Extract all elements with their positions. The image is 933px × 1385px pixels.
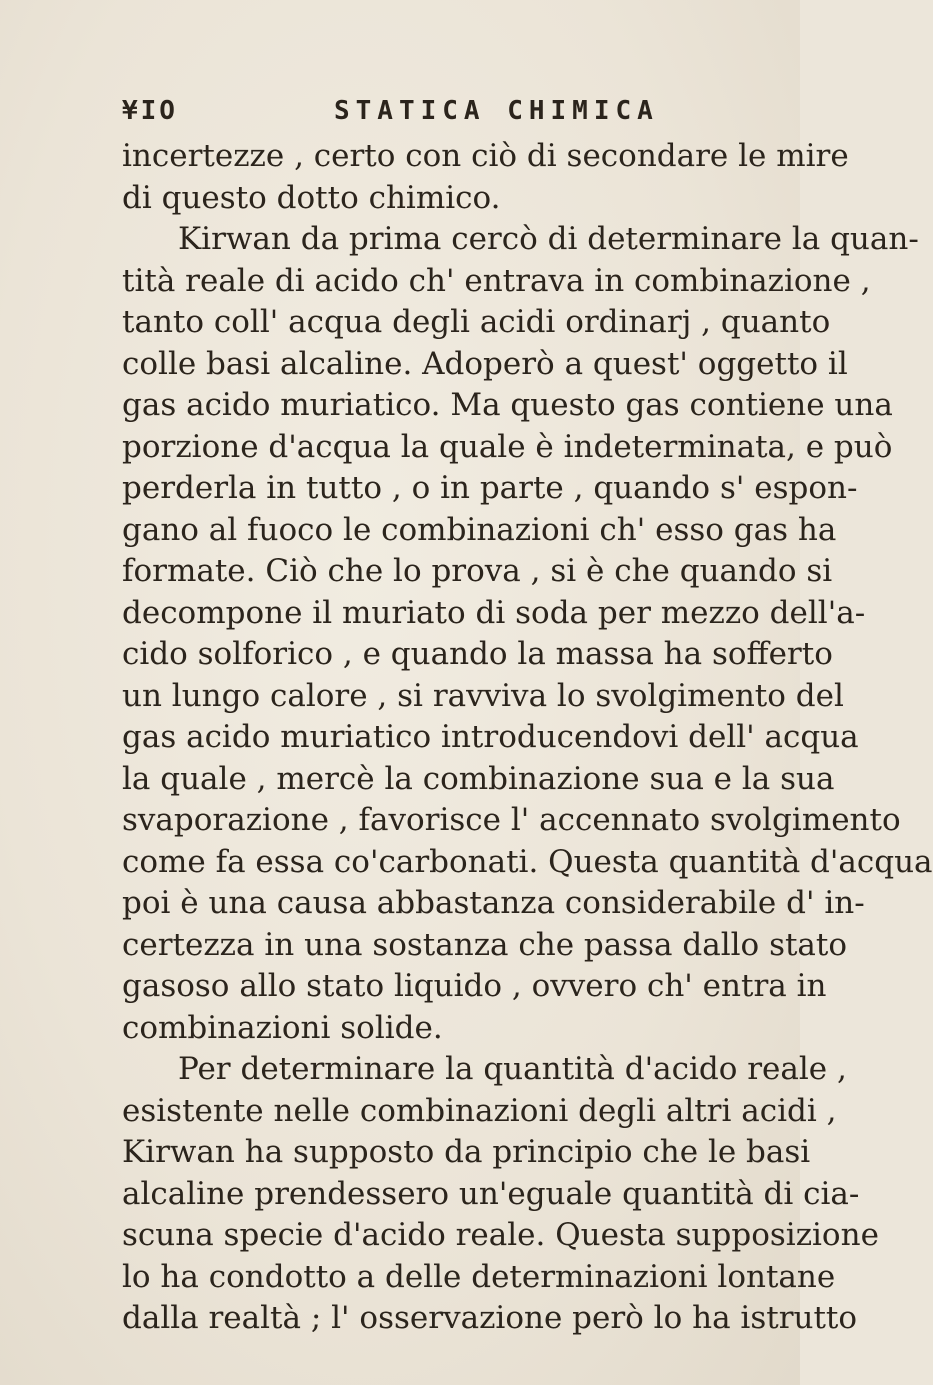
text-line: di questo dotto chimico.	[122, 179, 501, 216]
text-line: esistente nelle combinazioni degli altri acidi ,	[122, 1092, 837, 1129]
text-line: gano al fuoco le combinazioni ch' esso gas ha	[122, 511, 837, 548]
text-line: alcaline prendessero un'eguale quantità di cia-	[122, 1175, 860, 1212]
body-text	[122, 136, 933, 1340]
text-line: formate. Ciò che lo prova , si è che quando si	[122, 553, 833, 589]
text-line: colle basi alcaline. Adoperò a quest' oggetto il	[122, 345, 848, 382]
text-line: svaporazione , favorisce l' accennato svolgimento	[122, 802, 901, 838]
text-line: Kirwan ha supposto da principio che le basi	[122, 1134, 811, 1170]
text-line: tanto coll' acqua degli acidi ordinarj , quanto	[122, 304, 831, 340]
text-line: la quale , mercè la combinazione sua e la sua	[122, 760, 835, 797]
text-line: scuna specie d'acido reale. Questa supposizione	[122, 1217, 879, 1253]
text-line: gas acido muriatico introducendovi dell' acqua	[122, 719, 859, 755]
text-line: perderla in tutto , o in parte , quando s' espon-	[122, 470, 858, 506]
text-line: gasoso allo stato liquido , ovvero ch' entra in	[122, 968, 827, 1004]
text-line: come fa essa co'carbonati. Questa quantità d'acqua	[122, 843, 933, 880]
text-line: tità reale di acido ch' entrava in combinazione ,	[122, 262, 871, 299]
text-line: gas acido muriatico. Ma questo gas contiene una	[122, 387, 893, 423]
text-line: combinazioni solide.	[122, 1009, 443, 1046]
text-line: incertezze , certo con ciò di secondare le mire	[122, 138, 849, 174]
text-line: poi è una causa abbastanza considerabile d' in-	[122, 885, 865, 921]
text-line: decompone il muriato di soda per mezzo dell'a-	[122, 594, 866, 631]
running-head: STATICA CHIMICA	[334, 96, 659, 126]
text-line: cido solforico , e quando la massa ha sofferto	[122, 636, 833, 672]
text-line: porzione d'acqua la quale è indeterminata, e può	[122, 428, 893, 465]
text-line: certezza in una sostanza che passa dallo stato	[122, 926, 848, 963]
text-line: dalla realtà ; l' osservazione però lo ha istrutto	[122, 1300, 858, 1336]
text-line: Per determinare la quantità d'acido reale ,	[178, 1051, 847, 1087]
text-line: Kirwan da prima cercò di determinare la quan-	[178, 221, 919, 257]
page-number: ¥IO	[122, 96, 178, 126]
text-line: un lungo calore , si ravviva lo svolgimento del	[122, 677, 844, 714]
page-header	[122, 96, 742, 136]
text-line: lo ha condotto a delle determinazioni lontane	[122, 1258, 836, 1295]
